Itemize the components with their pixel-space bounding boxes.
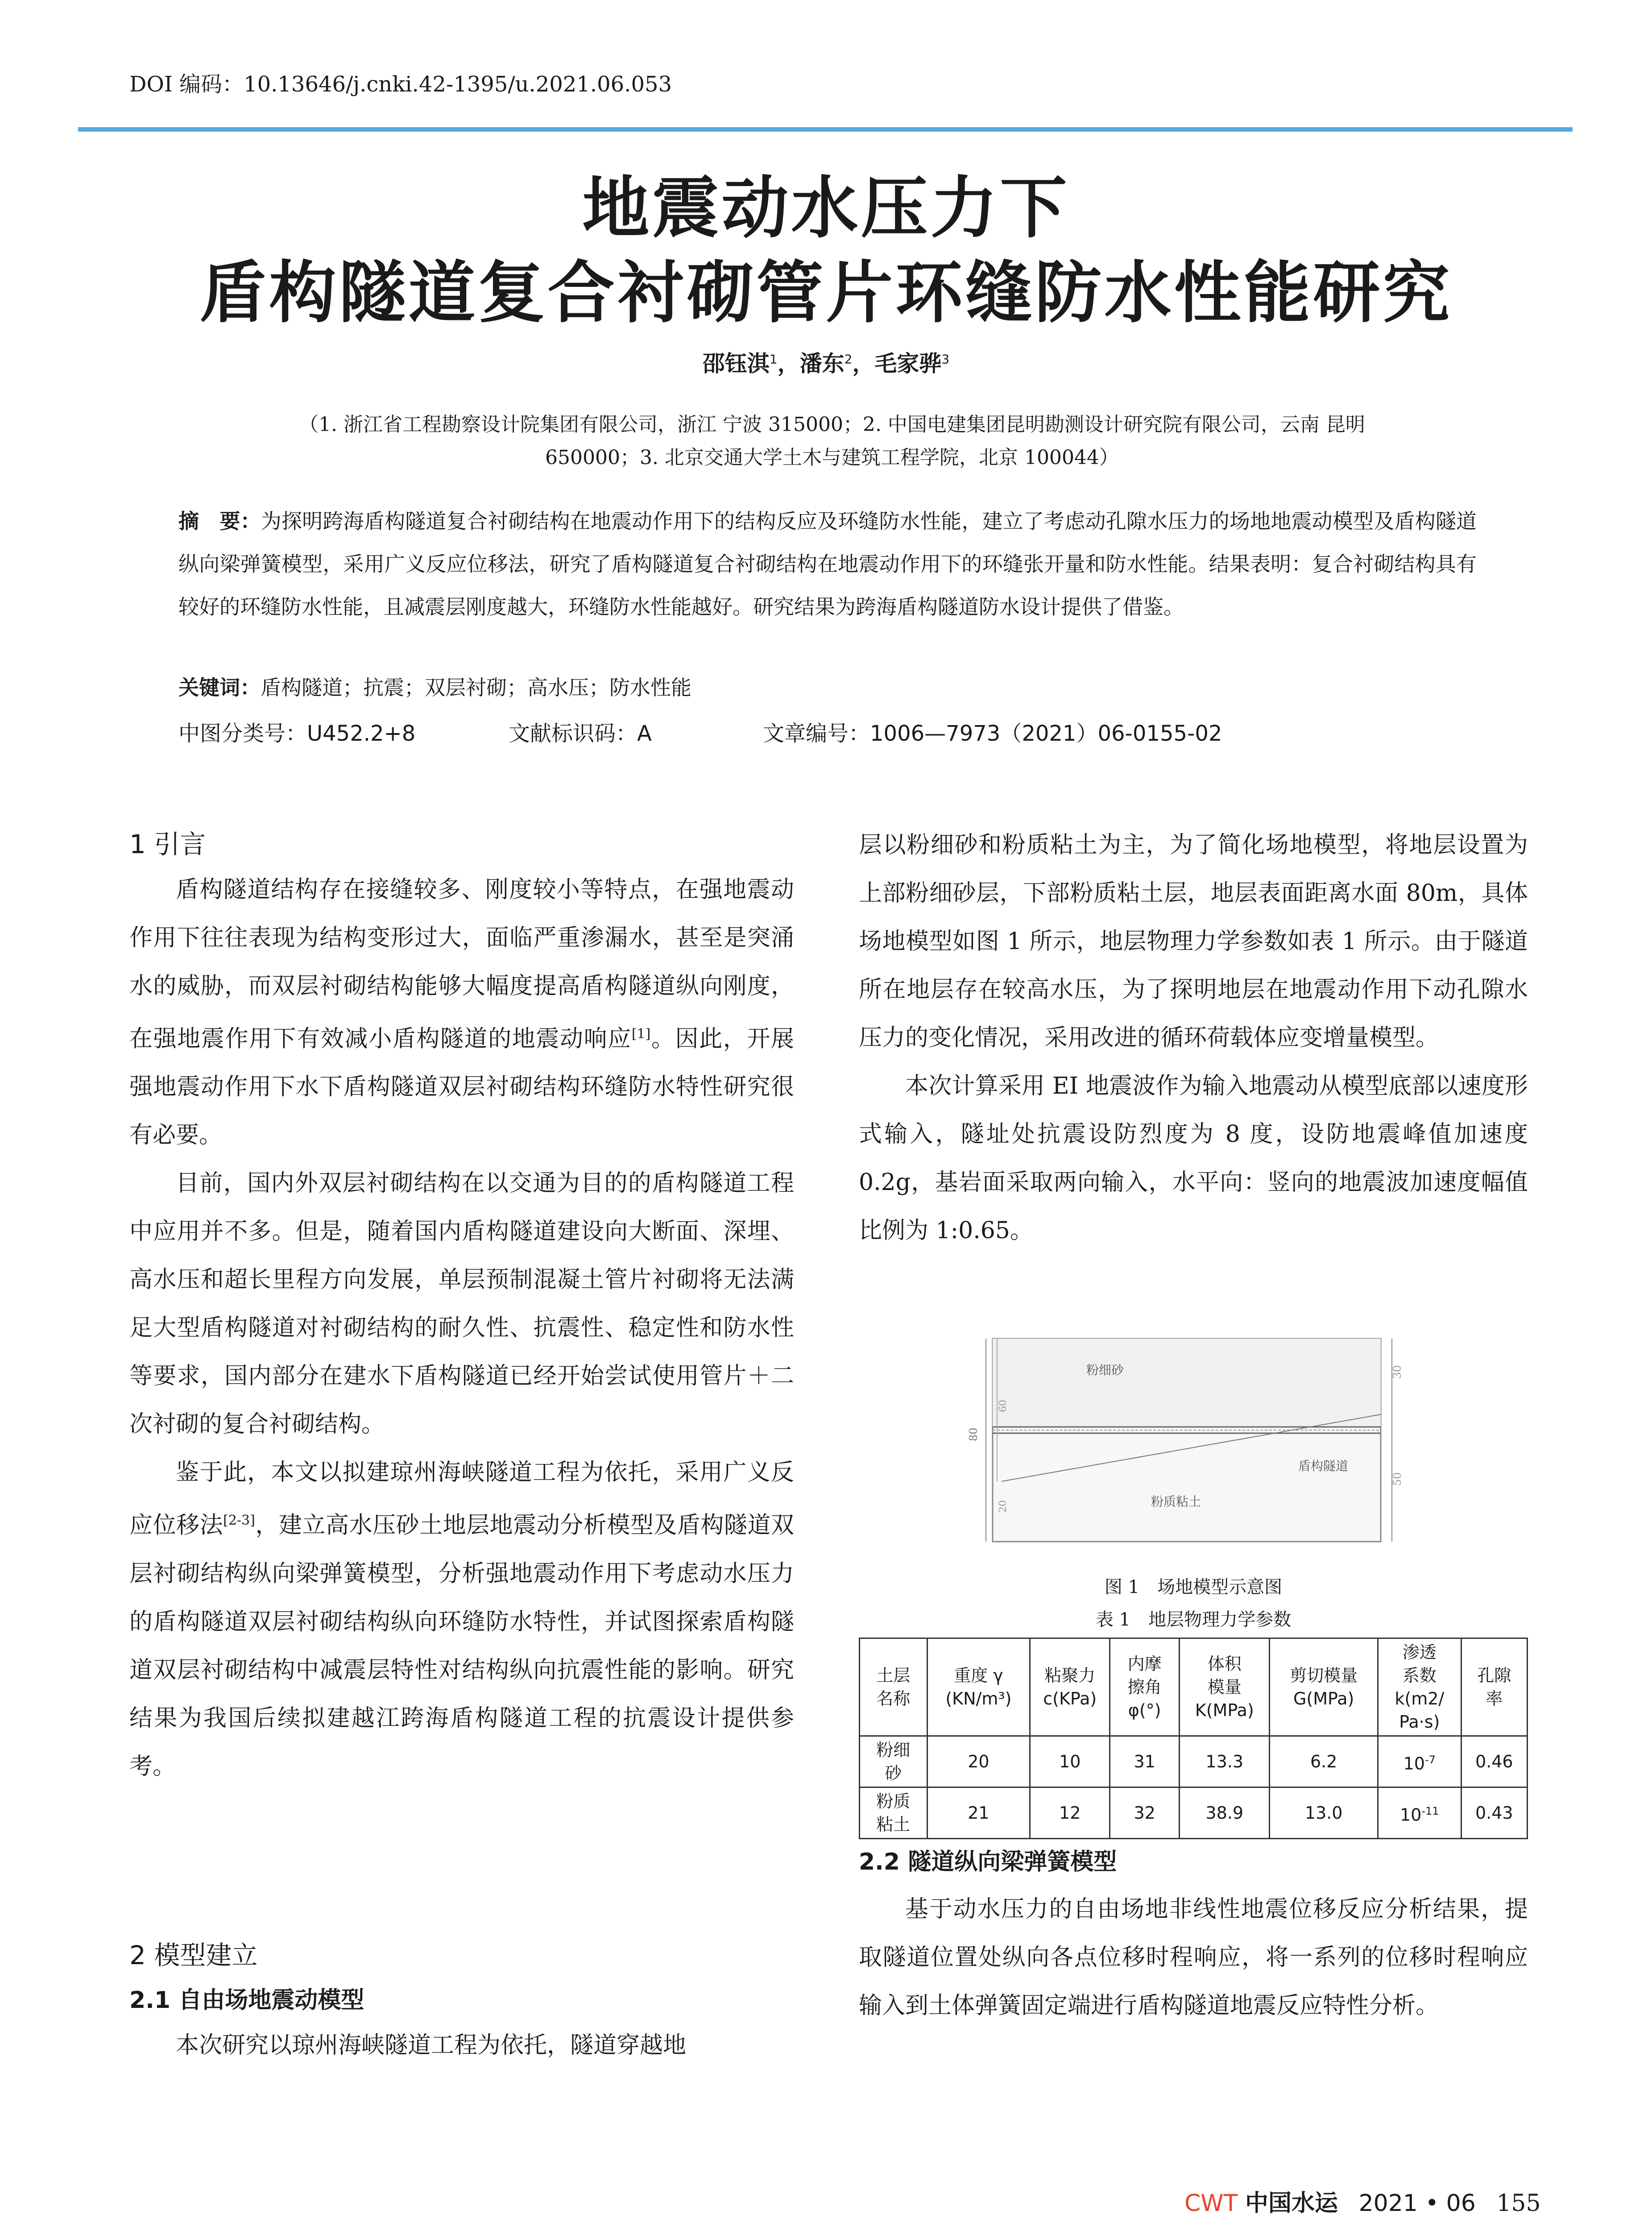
doi-code: DOI 编码：10.13646/j.cnki.42-1395/u.2021.06.053 [129, 72, 672, 97]
paragraph-text: 鉴于此，本文以拟建琼州海峡隧道工程为依托，采用广义反应位移法 [129, 1459, 794, 1539]
page-footer [1184, 2184, 1541, 2218]
table-cell: 12 [1030, 1787, 1110, 1839]
silty-clay-label: 粉质粘土 [1151, 1494, 1201, 1509]
table-cell: 6.2 [1270, 1736, 1378, 1787]
keywords-text: 盾构隧道；抗震；双层衬砌；高水压；防水性能 [261, 676, 691, 700]
cell-text: 粉细 砂 [876, 1740, 911, 1783]
table-header [860, 1638, 927, 1736]
paragraph: 本次计算采用 EI 地震波作为输入地震动从模型底部以速度形式输入，隧址处抗震设防烈度为 8 度，设防地震峰值加速度 0.2g，基岩面采取两向输入，水平向：竖向的地震波加速度幅值比例为 1:0.65。 [859, 1073, 1528, 1244]
abstract-label: 摘 要： [178, 509, 261, 533]
header-text: 粘聚力 c(KPa) [1043, 1666, 1097, 1708]
table-cell: 0.43 [1461, 1787, 1527, 1839]
paragraph-text: 盾构隧道结构存在接缝较多、刚度较小等特点，在强地震动作用下往往表现为结构变形过大，面临严重渗漏水，甚至是突涌水的威胁，而双层衬砌结构能够大幅度提高盾构隧道纵向刚度，在强地震作用下有效减小盾构隧道的地震动响应 [129, 876, 794, 1053]
dim-50-label: 50 [1391, 1472, 1404, 1486]
section-2-heading: 2 模型建立 [129, 1940, 258, 1970]
table-cell: 38.9 [1180, 1787, 1270, 1839]
figure-caption: 图 1 场地模型示意图 [1104, 1577, 1283, 1597]
table-header [1030, 1638, 1110, 1736]
tunnel-label: 盾构隧道 [1298, 1459, 1349, 1473]
author-list: 邵钰淇$^1$，潘东$^2$，毛家骅$^3$ [702, 351, 950, 377]
table-cell: 13.0 [1270, 1787, 1378, 1839]
table-header [1270, 1638, 1378, 1736]
author-sup: 3 [941, 352, 950, 367]
title-line-1: 地震动水压力下 [582, 169, 1070, 247]
affiliations [165, 408, 1499, 474]
table-cell: 32 [1110, 1787, 1180, 1839]
table-cell [860, 1736, 927, 1787]
paragraph [129, 866, 794, 1159]
site-model-figure [950, 1334, 1432, 1562]
header-text: 土层 名称 [876, 1666, 911, 1708]
page-number: 155 [1496, 2190, 1541, 2217]
title-line-2: 盾构隧道复合衬砌管片环缝防水性能研究 [199, 253, 1453, 332]
clc-number: 中图分类号：U452.2+8 [178, 721, 416, 746]
paragraph: 目前，国内外双层衬砌结构在以交通为目的的盾构隧道工程中应用并不多。但是，随着国内盾构隧道建设向大断面、深埋、高水压和超长里程方向发展，单层预制混凝土管片衬砌将无法满足大型盾构隧道对衬砌结构的耐久性、抗震性、稳定性和防水性等要求，国内部分在建水下盾构隧道已经开始尝试使用管片＋二次衬砌的复合衬砌结构。 [129, 1170, 794, 1438]
paragraph: 本次研究以琼州海峡隧道工程为依托，隧道穿越地 [176, 2032, 687, 2059]
author-name: 邵钰淇 [702, 351, 770, 377]
section-2-1-heading: 2.1 自由场地震动模型 [129, 1987, 364, 2014]
paragraph: 基于动水压力的自由场地非线性地震位移反应分析结果，提取隧道位置处纵向各点位移时程响应，将一系列的位移时程响应输入到土体弹簧固定端进行盾构隧道地震反应特性分析。 [859, 1896, 1528, 2019]
abstract [178, 500, 1477, 628]
paragraph-text: 。因此，开展强地震动作用下水下盾构隧道双层衬砌结构环缝防水特性研究很有必要。 [129, 1025, 794, 1149]
header-text: 内摩 擦角 φ(°) [1127, 1654, 1162, 1720]
table-cell: 0.46 [1461, 1736, 1527, 1787]
table-row [860, 1787, 1528, 1839]
paragraph-text: ，建立高水压砂土地层地震动分析模型及盾构隧道双层衬砌结构纵向梁弹簧模型，分析强地震动作用下考虑动水压力的盾构隧道双层衬砌结构纵向环缝防水特性，并试图探索盾构隧道双层衬砌结构中减震层特性对结构纵向抗震性能的影响。研究结果为我国后续拟建越江跨海盾构隧道工程的抗震设计提供参考。 [129, 1512, 794, 1780]
header-rule [78, 127, 1573, 132]
document-code: 文献标识码：A [509, 721, 652, 746]
table-header [1180, 1638, 1270, 1736]
header-text: 重度 γ (KN/m³) [945, 1666, 1012, 1708]
table-cell: 31 [1110, 1736, 1180, 1787]
journal-name: 中国水运 [1245, 2190, 1338, 2217]
table-cell: $10^{-11}$ [1378, 1787, 1461, 1839]
article-number: 文章编号：1006—7973（2021）06-0155-02 [763, 721, 1222, 746]
right-column-tail [859, 1885, 1528, 2030]
citation: [2-3] [223, 1513, 255, 1529]
header-text: 渗透 系数 k(m2/ Pa·s) [1395, 1642, 1445, 1732]
left-column [129, 866, 794, 1791]
paragraph: 层以粉细砂和粉质粘土为主，为了简化场地模型，将地层设置为上部粉细砂层，下部粉质粘土层，地层表面距离水面 80m，具体场地模型如图 1 所示，地层物理力学参数如表 1 所示。由于隧道所在地层存在较高水压，为了探明地层在地震动作用下动孔隙水压力的变化情况，采用改进的循环荷载体应变增量模型。 [859, 832, 1528, 1051]
table-header [1378, 1638, 1461, 1736]
dim-60-label: 60 [998, 1400, 1009, 1412]
classification-line [178, 716, 1222, 747]
table-cell: $10^{-7}$ [1378, 1736, 1461, 1787]
layer-fine-sand [993, 1339, 1381, 1427]
right-column [859, 821, 1528, 1255]
table-row [860, 1736, 1528, 1787]
dim-80-label: 80 [967, 1427, 980, 1441]
left-column-tail [129, 2021, 794, 2069]
table-cell: 20 [927, 1736, 1030, 1787]
author-name: 毛家骅 [874, 351, 942, 377]
affiliation-line: 650000；3. 北京交通大学土木与建筑工程学院，北京 100044） [545, 446, 1119, 469]
table-caption: 表 1 地层物理力学参数 [1095, 1609, 1292, 1630]
citation: [1] [631, 1026, 651, 1042]
author-sup: 2 [844, 352, 853, 367]
table-header [1110, 1638, 1180, 1736]
table-header [927, 1638, 1030, 1736]
table-cell [860, 1787, 927, 1839]
section-2-2-heading: 2.2 隧道纵向梁弹簧模型 [859, 1849, 1117, 1875]
table-header-row [860, 1638, 1528, 1736]
soil-parameters-table [859, 1638, 1528, 1839]
dim-30-label: 30 [1391, 1365, 1404, 1379]
fine-sand-label: 粉细砂 [1086, 1363, 1124, 1377]
dim-20-label: 20 [998, 1500, 1009, 1513]
table-cell: 13.3 [1180, 1736, 1270, 1787]
author-sup: 1 [769, 352, 778, 367]
abstract-text: 为探明跨海盾构隧道复合衬砌结构在地震动作用下的结构反应及环缝防水性能，建立了考虑动孔隙水压力的场地地震动模型及盾构隧道纵向梁弹簧模型，采用广义反应位移法，研究了盾构隧道复合衬砌结构在地震动作用下的环缝张开量和防水性能。结果表明：复合衬砌结构具有较好的环缝防水性能，且减震层刚度越大，环缝防水性能越好。研究结果为跨海盾构隧道防水设计提供了借鉴。 [178, 509, 1477, 619]
header-text: 孔隙 率 [1477, 1666, 1511, 1708]
header-text: 体积 模量 K(MPa) [1195, 1654, 1254, 1720]
paragraph [129, 1448, 794, 1790]
author-name: 潘东 [799, 351, 845, 377]
keywords-label: 关键词： [178, 676, 261, 700]
affiliation-line: （1. 浙江省工程勘察设计院集团有限公司，浙江 宁波 315000；2. 中国电建集团昆明勘测设计研究院有限公司，云南 昆明 [299, 413, 1365, 436]
table-header [1461, 1638, 1527, 1736]
issue-number: 2021 • 06 [1358, 2190, 1476, 2217]
header-text: 剪切模量 G(MPa) [1290, 1666, 1358, 1708]
table-cell: 21 [927, 1787, 1030, 1839]
cwt-logo: CWT [1184, 2190, 1238, 2217]
table-cell: 10 [1030, 1736, 1110, 1787]
cell-text: 粉质 粘土 [876, 1791, 911, 1834]
section-1-heading: 1 引言 [129, 829, 206, 859]
keywords [178, 672, 691, 701]
